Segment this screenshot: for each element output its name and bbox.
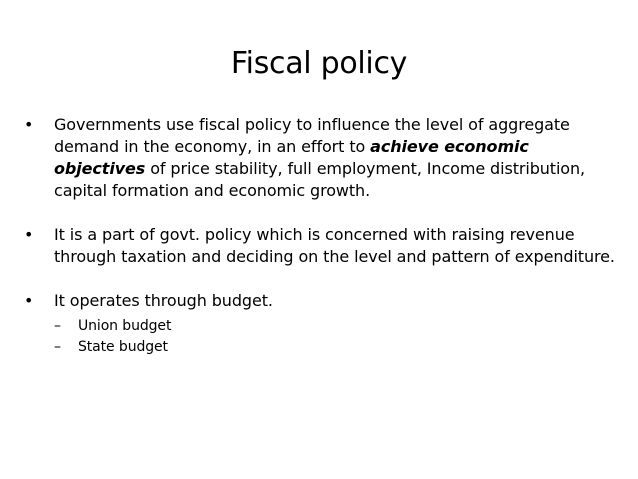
bullet-text: It is a part of govt. policy which is concerned with raising revenue through taxation and deciding on the level and pattern of expenditure. <box>54 225 615 266</box>
bullet-icon: • <box>24 225 34 244</box>
emphasized-text: achieve economic objectives <box>54 137 529 178</box>
bullet-list <box>24 114 624 358</box>
bullet-text: It operates through budget. <box>54 291 273 310</box>
bullet-icon: • <box>24 115 34 134</box>
bullet-icon: • <box>24 291 34 310</box>
sub-item-state-budget <box>54 337 624 358</box>
sub-item-union-budget <box>54 316 624 337</box>
sub-item-label: State budget <box>78 339 168 355</box>
sub-item-label: Union budget <box>78 318 172 334</box>
slide-title: Fiscal policy <box>230 46 408 81</box>
bullet-text-part: Governments use fiscal policy to influence the level of aggregate demand in the economy, in an effort to <box>54 115 570 156</box>
bullet-text-part: of price stability, full employment, Income distribution, capital formation and economic growth. <box>54 159 586 200</box>
bullet-item-aggregate-demand <box>24 114 624 202</box>
dash-icon: – <box>54 318 61 334</box>
dash-icon: – <box>54 339 61 355</box>
bullet-item-budget <box>24 290 624 358</box>
bullet-item-govt-policy <box>24 224 624 268</box>
sub-bullet-list <box>54 316 624 358</box>
